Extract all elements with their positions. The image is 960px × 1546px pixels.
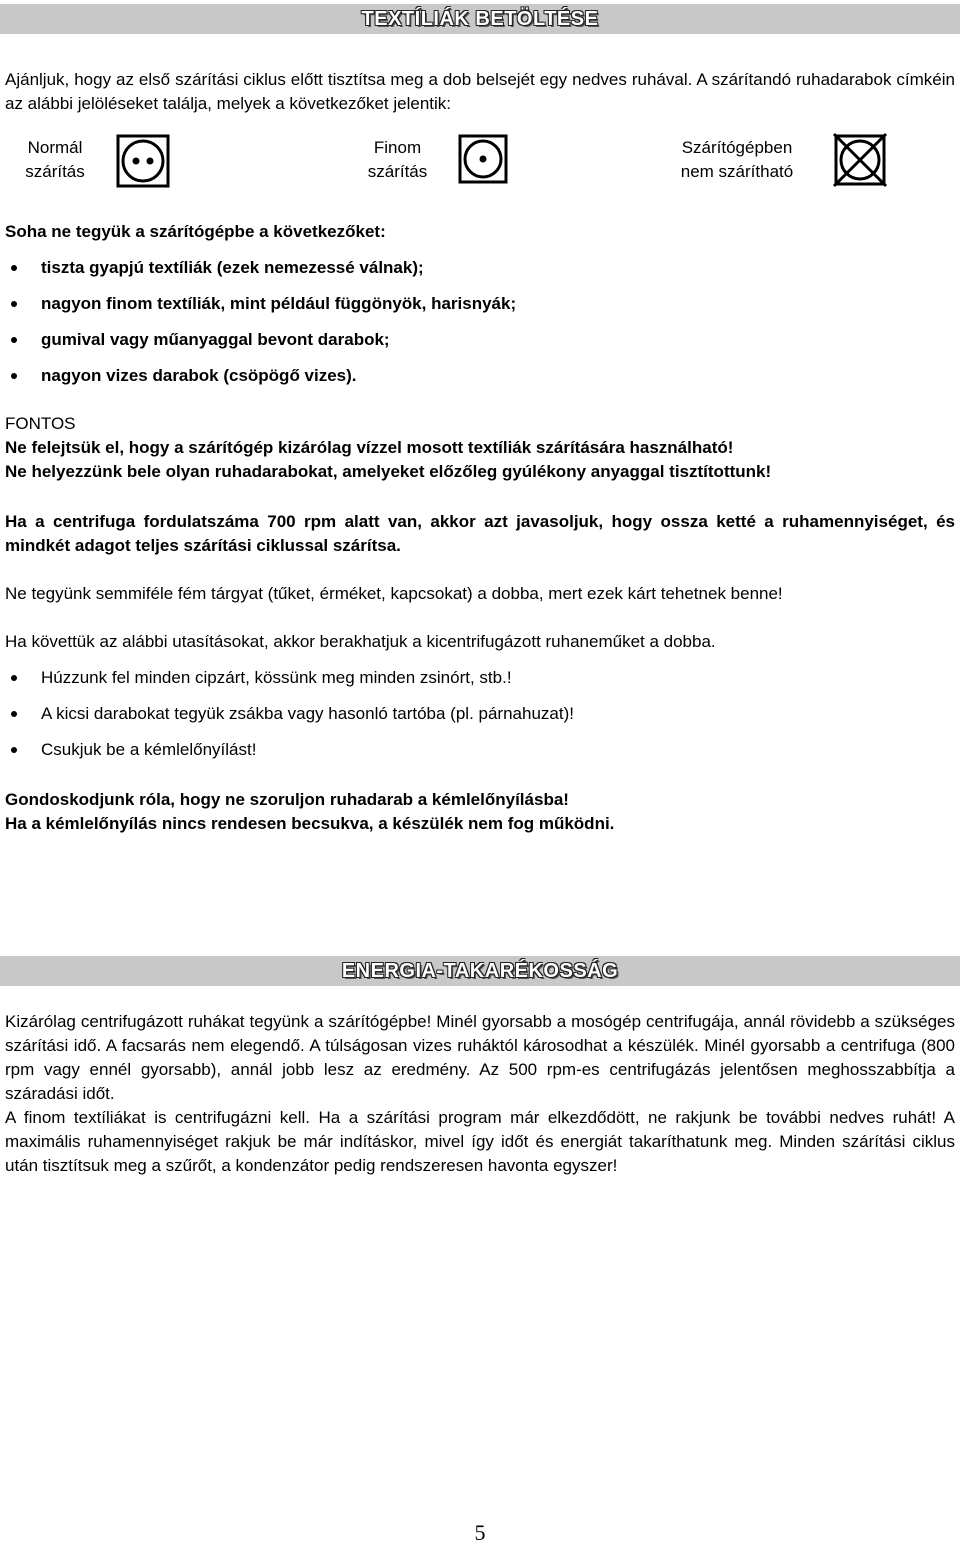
symbol-label-delicate: Finom szárítás [367, 138, 428, 181]
important-line-2: Ne helyezzünk bele olyan ruhadarabokat, amelyeket előzőleg gyúlékony anyaggal tisztítottunk! [5, 462, 772, 481]
list-item: Csukjuk be a kémlelőnyílást! [5, 738, 955, 774]
dryer-one-dot-icon [458, 134, 508, 184]
section-title: TEXTÍLIÁK BETÖLTÉSE [361, 8, 599, 30]
list-item: nagyon vizes darabok (csöpögő vizes). [5, 364, 955, 400]
important-line-1: Ne felejtsük el, hogy a szárítógép kizárólag vízzel mosott textíliák szárítására használható! [5, 438, 734, 457]
list-item: tiszta gyapjú textíliák (ezek nemezessé válnak); [5, 256, 955, 292]
list-item: A kicsi darabokat tegyük zsákba vagy hasonló tartóba (pl. párnahuzat)! [5, 702, 955, 738]
section-header-energy [0, 956, 960, 986]
never-list [5, 256, 955, 400]
metal-warning: Ne tegyünk semmiféle fém tárgyat (tűket, érméket, kapcsokat) a dobba, mert ezek kárt tehetnek benne! [5, 584, 783, 603]
list-item: nagyon finom textíliák, mint például függönyök, harisnyák; [5, 292, 955, 328]
important-label: FONTOS [5, 414, 76, 433]
symbol-label-no-dry: Szárítógépben nem szárítható [680, 138, 794, 181]
symbol-label-normal: Normál szárítás [25, 138, 85, 181]
steps-list [5, 666, 955, 774]
never-heading: Soha ne tegyük a szárítógépbe a következőket: [5, 222, 386, 241]
intro-paragraph: Ajánljuk, hogy az első szárítási ciklus előtt tisztítsa meg a dob belsejét egy nedves ruhával. A szárítandó ruhadarabok címkéin az alábbi jelöléseket találja, melyek a következőket jelentik: [5, 70, 955, 113]
door-warning-2: Ha a kémlelőnyílás nincs rendesen becsukva, a készülék nem fog működni. [5, 814, 615, 833]
do-not-tumble-dry-icon [832, 132, 888, 188]
door-warning-1: Gondoskodjunk róla, hogy ne szoruljon ruhadarab a kémlelőnyílásba! [5, 790, 569, 809]
centrifuge-paragraph: Ha a centrifuga fordulatszáma 700 rpm alatt van, akkor azt javasoljuk, hogy ossza ketté a ruhamennyiséget, és mindkét adagot teljes szárítási ciklussal szárítsa. [5, 512, 955, 555]
page-number: 5 [474, 1520, 486, 1545]
energy-paragraph-2: A finom textíliákat is centrifugázni kell. Ha a szárítási program már elkezdődött, ne rakjunk be további nedves ruhát! A maximális ruhamennyiséget rakjuk be már indításkor, mivel így időt és energiát takaríthatunk meg. Minden szárítási ciklus után tisztítsuk meg a szűrőt, a kondenzátor pedig rendszeresen havonta egyszer! [5, 1108, 955, 1175]
list-item: gumival vagy műanyaggal bevont darabok; [5, 328, 955, 364]
section-header-loading [0, 4, 960, 34]
list-item: Húzzunk fel minden cipzárt, kössünk meg minden zsinórt, stb.! [5, 666, 955, 702]
dryer-two-dots-icon [116, 134, 170, 188]
section-title: ENERGIA-TAKARÉKOSSÁG [341, 960, 619, 982]
after-instructions: Ha követtük az alábbi utasításokat, akkor berakhatjuk a kicentrifugázott ruhaneműket a dobba. [5, 632, 716, 651]
energy-paragraph-1: Kizárólag centrifugázott ruhákat tegyünk a szárítógépbe! Minél gyorsabb a mosógép centrifugája, annál rövidebb a szükséges szárítási idő. A facsarás nem elegendő. A túlságosan vizes ruháktól károsodhat a készülék. Minél gyorsabb a centrifuga (800 rpm vagy ennél gyorsabb), annál jobb lesz az eredmény. Az 500 rpm-es centrifugázás jelentősen meghosszabbítja a száradási időt. [5, 1012, 955, 1103]
